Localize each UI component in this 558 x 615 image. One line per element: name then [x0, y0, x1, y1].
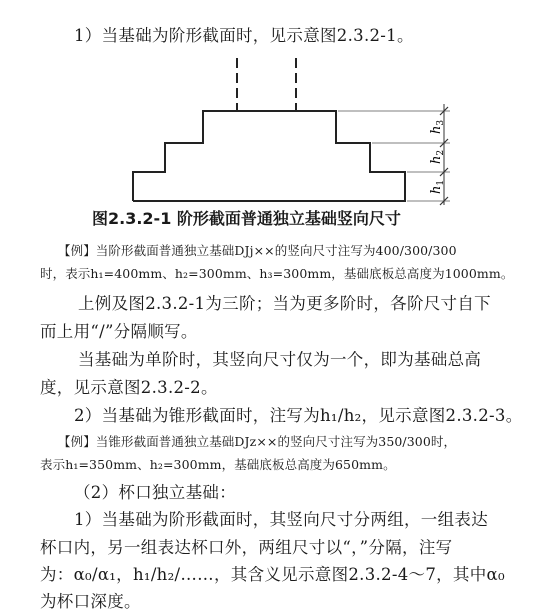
text-line-1: 1）当基础为阶形截面时，见示意图2.3.2-1。 — [74, 26, 414, 45]
text-line-15: 为杯口深度。 — [40, 592, 141, 611]
text-line-4: 上例及图2.3.2-1为三阶；当为更多阶时，各阶尺寸自下 — [78, 294, 491, 313]
example-1-line-1: 【例】当阶形截面普通独立基础DJj××的竖向尺寸注写为400/300/300 — [58, 243, 457, 258]
dim-label-h1: $h_1$ — [429, 179, 446, 194]
text-line-5: 而上用“/”分隔顺写。 — [40, 322, 198, 341]
dim-label-h3: $h_3$ — [429, 119, 446, 134]
text-line-6: 当基础为单阶时，其竖向尺寸仅为一个，即为基础总高 — [78, 350, 482, 369]
step-foundation-figure — [0, 0, 558, 210]
text-line-8: 2）当基础为锥形截面时，注写为h₁/h₂，见示意图2.3.2-3。 — [74, 406, 523, 425]
text-line-13: 杯口内，另一组表达杯口外，两组尺寸以“，”分隔，注写 — [40, 538, 453, 557]
text-line-14: 为：α₀/α₁，h₁/h₂/……，其含义见示意图2.3.2-4～7，其中α₀ — [40, 565, 505, 584]
example-1-line-2: 时，表示h₁=400mm、h₂=300mm、h₃=300mm，基础底板总高度为1000mm。 — [40, 266, 514, 281]
figure-caption: 图2.3.2-1 阶形截面普通独立基础竖向尺寸 — [92, 209, 401, 228]
dim-label-h2: $h_2$ — [429, 149, 446, 164]
example-2-line-1: 【例】当锥形截面普通独立基础DJz××的竖向尺寸注写为350/300时， — [58, 434, 457, 449]
section-heading-cup-foundation: （2）杯口独立基础： — [74, 483, 236, 502]
text-line-12: 1）当基础为阶形截面时，其竖向尺寸分两组，一组表达 — [74, 510, 488, 529]
text-line-7: 度，见示意图2.3.2-2。 — [40, 378, 218, 397]
step-outline — [133, 111, 405, 201]
example-2-line-2: 表示h₁=350mm、h₂=300mm，基础底板总高度为650mm。 — [40, 457, 396, 472]
